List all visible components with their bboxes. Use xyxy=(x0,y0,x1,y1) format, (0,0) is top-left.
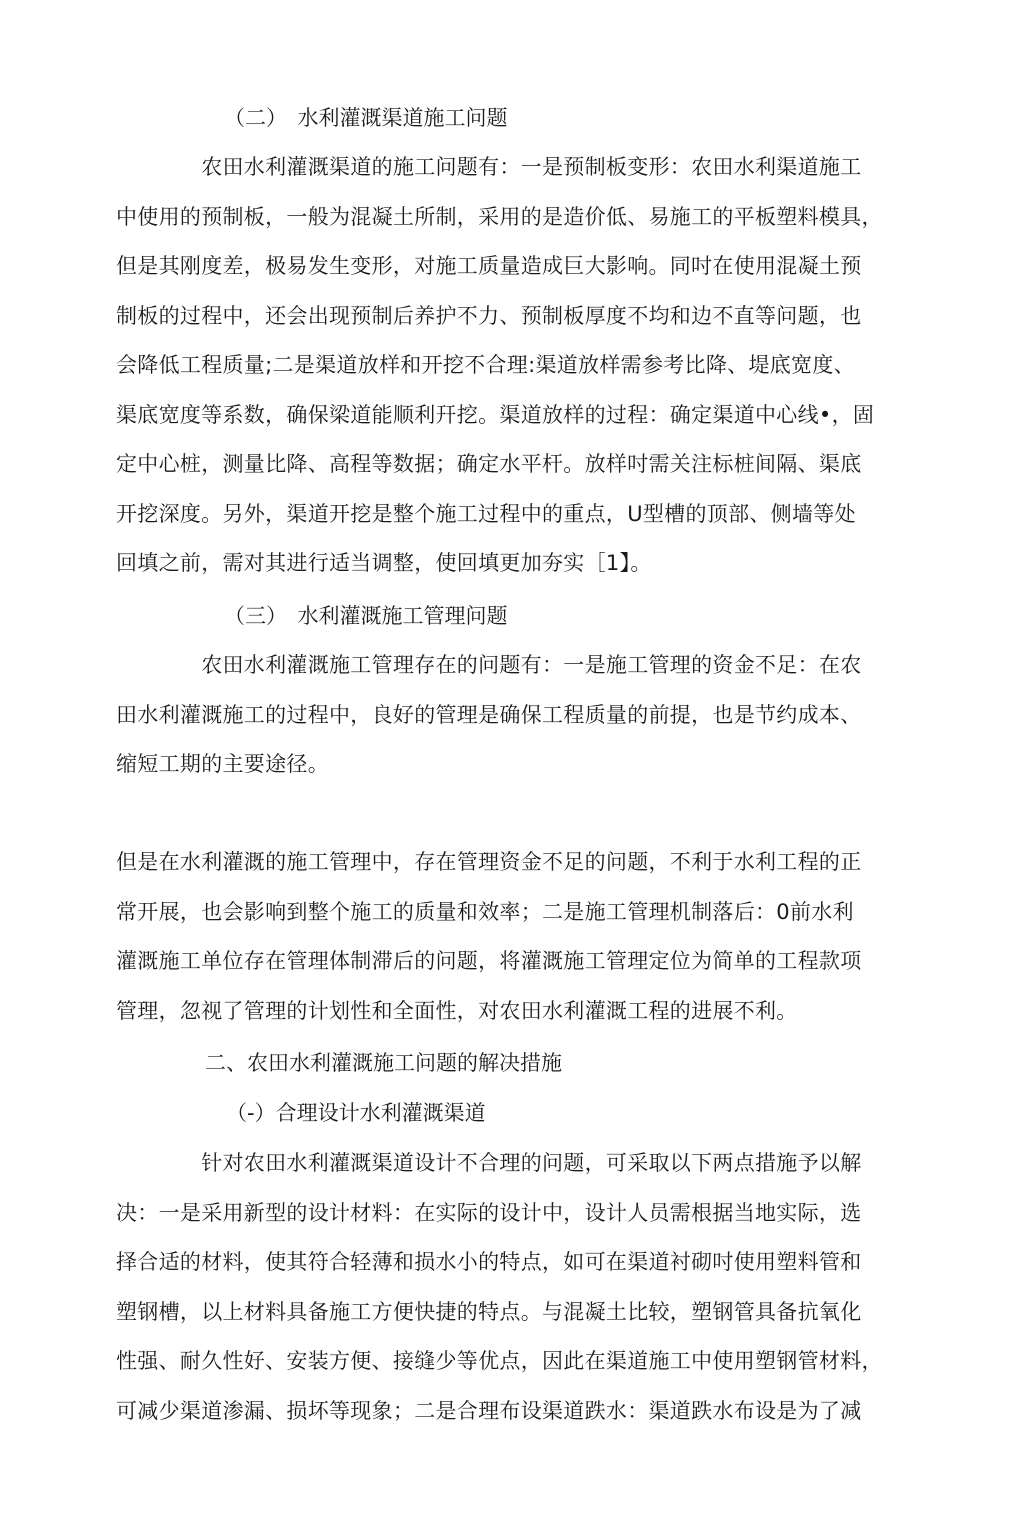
paragraph-line: 择合适的材料，使其符合轻薄和损水小的特点，如可在渠道衬砌吋使用塑料管和 xyxy=(116,1250,862,1274)
paragraph-line: 可减少渠道渗漏、损坏等现象；二是合理布设渠道跌水：渠道跌水布设是为了减 xyxy=(116,1398,862,1423)
paragraph-line: 性强、耐久性好、安装方便、接缝少等优点，因此在渠道施工中使用塑钢管材料， xyxy=(116,1349,883,1373)
paragraph-line: 常开展，也会影响到整个施工的质量和效率；二是施工管理机制落后：0前水利 xyxy=(116,899,854,924)
paragraph-management-continued xyxy=(116,838,916,1036)
paragraph-line: 灌溉施工单位存在管理体制滞后的问题，将灌溉施工管理定位为简单的工程款项 xyxy=(116,949,862,973)
paragraph-line: 开挖深度。另外，渠道开挖是整个施工过程中的重点，U型槽的顶部、侧墙等处 xyxy=(116,501,856,526)
paragraph-line: 定中心桩，测量比降、高程等数据；确定水平杆。放样吋需关注标桩间隔、渠底 xyxy=(116,452,862,476)
section-heading-2: （二） 水利灌溉渠道施工问题 xyxy=(224,106,508,130)
paragraph-line: 农田水利灌溉渠道的施工问题有：一是预制板变形：农田水利渠道施工 xyxy=(116,155,862,179)
paragraph-channel-construction xyxy=(116,143,916,589)
paragraph-line: 中使用的预制板，一般为混凝土所制，采用的是造价低、易施工的平板塑料模具， xyxy=(116,204,883,229)
paragraph-line: 渠底宽度等系数，确保梁道能顺利幵挖。渠道放样的过程：确定渠道中心线•，固 xyxy=(116,402,875,427)
subsection-heading-1: （-）合理设计水利灌溉渠道 xyxy=(226,1101,486,1125)
paragraph-line: 决：一是采用新型的设计材料：在实际的设计中，设计人员需根据当地实际，选 xyxy=(116,1200,862,1225)
paragraph-line: 回填之前，需对其进行适当调整，使回填更加夯实［1】。 xyxy=(116,551,652,575)
paragraph-line: 农田水利灌溉施工管理存在的问题有：一是施工管理的资金不足：在农 xyxy=(116,653,862,677)
section-heading-3: （三） 水利灌溉施工管理问题 xyxy=(224,604,508,628)
paragraph-line: 缩短工期的主要途径。 xyxy=(116,752,329,776)
paragraph-line: 田水利灌溉施工的过程中，良好的管理是确保工程质量的前提，也是节约成本、 xyxy=(116,702,862,727)
paragraph-line: 管理，忽视了管理的计划性和全面性，对农田水利灌溉工程的进展不利。 xyxy=(116,998,798,1023)
paragraph-line: 但是其刚度差，极易发生变形，对施工质量造成巨大影响。同吋在使用混凝土预 xyxy=(116,254,862,278)
paragraph-line: 会降低工程质量;二是渠道放样和开挖不合理:渠道放样需参考比降、堤底宽度、 xyxy=(116,353,855,377)
part-heading-2: 二、农田水利灌溉施工问题的解决措施 xyxy=(205,1051,562,1075)
paragraph-design-measures xyxy=(116,1139,916,1436)
paragraph-line: 塑钢槽，以上材料具备施工方便快捷的特点。与混凝土比较，塑钢管具备抗氧化 xyxy=(116,1299,862,1324)
paragraph-line: 针对农田水利灌溉渠道设计不合理的问题，可采取以下两点措施予以解 xyxy=(116,1151,862,1175)
paragraph-line: 制板的过程中，还会出现预制后养护不力、预制板厚度不均和边不直等问题，也 xyxy=(116,303,862,328)
paragraph-management-problems xyxy=(116,641,916,790)
paragraph-line: 但是在水利灌溉的施工管理中，存在管理资金不足的问题，不利于水利工程的正 xyxy=(116,850,862,874)
